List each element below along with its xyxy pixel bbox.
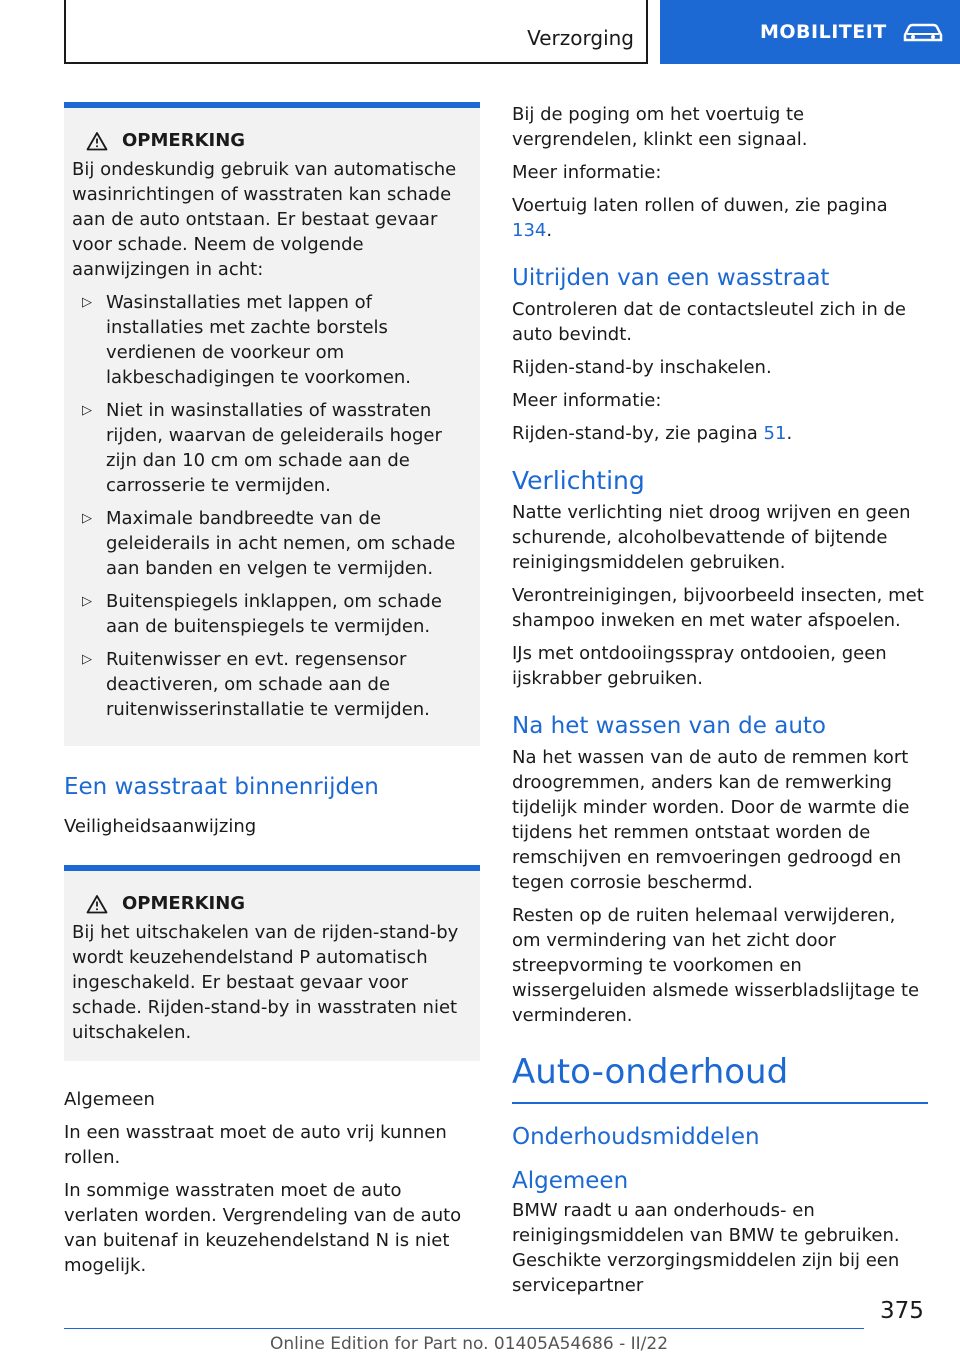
notice-title: OPMERKING (122, 893, 246, 914)
triangle-bullet-icon: ▷ (82, 295, 92, 310)
paragraph: Meer informatie: (512, 390, 662, 411)
page-link[interactable]: 51 (763, 423, 787, 444)
triangle-bullet-icon: ▷ (82, 511, 92, 526)
header-chapter-tab[interactable] (660, 0, 960, 64)
chapter-heading: Auto-onderhoud (512, 1052, 789, 1092)
page-number: 375 (880, 1298, 924, 1324)
section-heading: Na het wassen van de auto (512, 713, 826, 739)
triangle-bullet-icon: ▷ (82, 652, 92, 667)
notice-box (64, 102, 480, 746)
notice-header (86, 893, 472, 914)
section-heading: Uitrijden van een wasstraat (512, 265, 830, 291)
paragraph: Bij de poging om het voertuig te vergrendelen, klinkt een signaal. (512, 104, 808, 150)
paragraph: Resten op de ruiten helemaal verwijderen, om vermindering van het zicht door streepvorming te voorkomen en wissergeluiden alsmede wisserbladslijtage te verminderen. (512, 905, 920, 1026)
notice-box (64, 865, 480, 1061)
subsection-heading: Algemeen (512, 1168, 629, 1194)
list-item: ▷ Wasinstallaties met lappen of installaties met zachte borstels verdienen de voorkeur om lakbeschadigingen te voorkomen. (82, 292, 412, 388)
page-link[interactable]: 134 (512, 220, 547, 241)
notice-title: OPMERKING (122, 130, 246, 151)
subheading: Veiligheidsaanwijzing (64, 816, 257, 837)
paragraph: In een wasstraat moet de auto vrij kunnen rollen. (64, 1122, 447, 1168)
cross-reference: Voertuig laten rollen of duwen, zie pagina 134. (512, 195, 888, 241)
triangle-bullet-icon: ▷ (82, 403, 92, 418)
paragraph: Na het wassen van de auto de remmen kort droogremmen, anders kan de remwerking tijdelijk minder worden. Door de warmte die tijdens het remmen ontstaat worden de remschijven en remvoeringen gedroogd en tegen corrosie beschermd. (512, 747, 910, 893)
paragraph: Meer informatie: (512, 162, 662, 183)
header-section-title: Verzorging (527, 26, 634, 50)
footer-edition: Online Edition for Part no. 01405A54686 - II/22 (270, 1334, 669, 1354)
paragraph: In sommige wasstraten moet de auto verlaten worden. Vergrendeling van de auto van buitenaf in keuzehendelstand N is niet mogelijk. (64, 1180, 462, 1276)
section-heading: Een wasstraat binnenrijden (64, 774, 379, 800)
section-heading: Verlichting (512, 466, 645, 495)
paragraph: IJs met ontdooiingsspray ontdooien, geen ijskrabber gebruiken. (512, 643, 887, 689)
warning-icon (86, 131, 108, 151)
paragraph: Verontreinigingen, bijvoorbeeld insecten, met shampoo inweken en met water afspoelen. (512, 585, 924, 631)
car-icon (901, 20, 945, 44)
section-heading: Onderhoudsmiddelen (512, 1124, 760, 1150)
notice-header (86, 130, 472, 151)
paragraph: Rijden-stand-by inschakelen. (512, 357, 772, 378)
list-item: ▷ Niet in wasinstallaties of wasstraten rijden, waarvan de geleiderails hoger zijn dan 10 cm om schade aan de carrosserie te vermijden. (82, 400, 442, 496)
warning-icon (86, 894, 108, 914)
notice-text: Bij het uitschakelen van de rijden-stand-by wordt keuzehendelstand P automatisch ingeschakeld. Er bestaat gevaar voor schade. Rijden-stand-by in wasstraten niet uitschakelen. (72, 922, 459, 1043)
notice-text: Bij ondeskundig gebruik van automatische wasinrichtingen of wasstraten kan schade aan de auto ontstaan. Er bestaat gevaar voor schade. Neem de volgende aanwijzingen in acht: (72, 159, 457, 280)
cross-reference: Rijden-stand-by, zie pagina 51. (512, 423, 793, 444)
left-column (64, 102, 480, 1286)
footer-rule (64, 1328, 864, 1329)
list-item: ▷ Maximale bandbreedte van de geleiderails in acht nemen, om schade aan banden en velgen te vermijden. (82, 508, 456, 579)
header-section-box (64, 0, 648, 64)
paragraph: Controleren dat de contactsleutel zich in de auto bevindt. (512, 299, 906, 345)
triangle-bullet-icon: ▷ (82, 594, 92, 609)
notice-list (72, 290, 472, 722)
subheading: Algemeen (64, 1089, 155, 1110)
paragraph: BMW raadt u aan onderhouds- en reinigingsmiddelen van BMW te gebruiken. Geschikte verzorgingsmiddelen zijn bij een servicepartner (512, 1200, 900, 1296)
list-item: ▷ Buitenspiegels inklappen, om schade aan de buitenspiegels te vermijden. (82, 591, 442, 637)
chapter-label: MOBILITEIT (760, 21, 887, 43)
right-column (512, 102, 928, 1306)
heading-rule (512, 1102, 928, 1104)
list-item: ▷ Ruitenwisser en evt. regensensor deactiveren, om schade aan de ruitenwisserinstallatie te vermijden. (82, 649, 430, 720)
paragraph: Natte verlichting niet droog wrijven en geen schurende, alcoholbevattende of bijtende reinigingsmiddelen gebruiken. (512, 502, 911, 573)
